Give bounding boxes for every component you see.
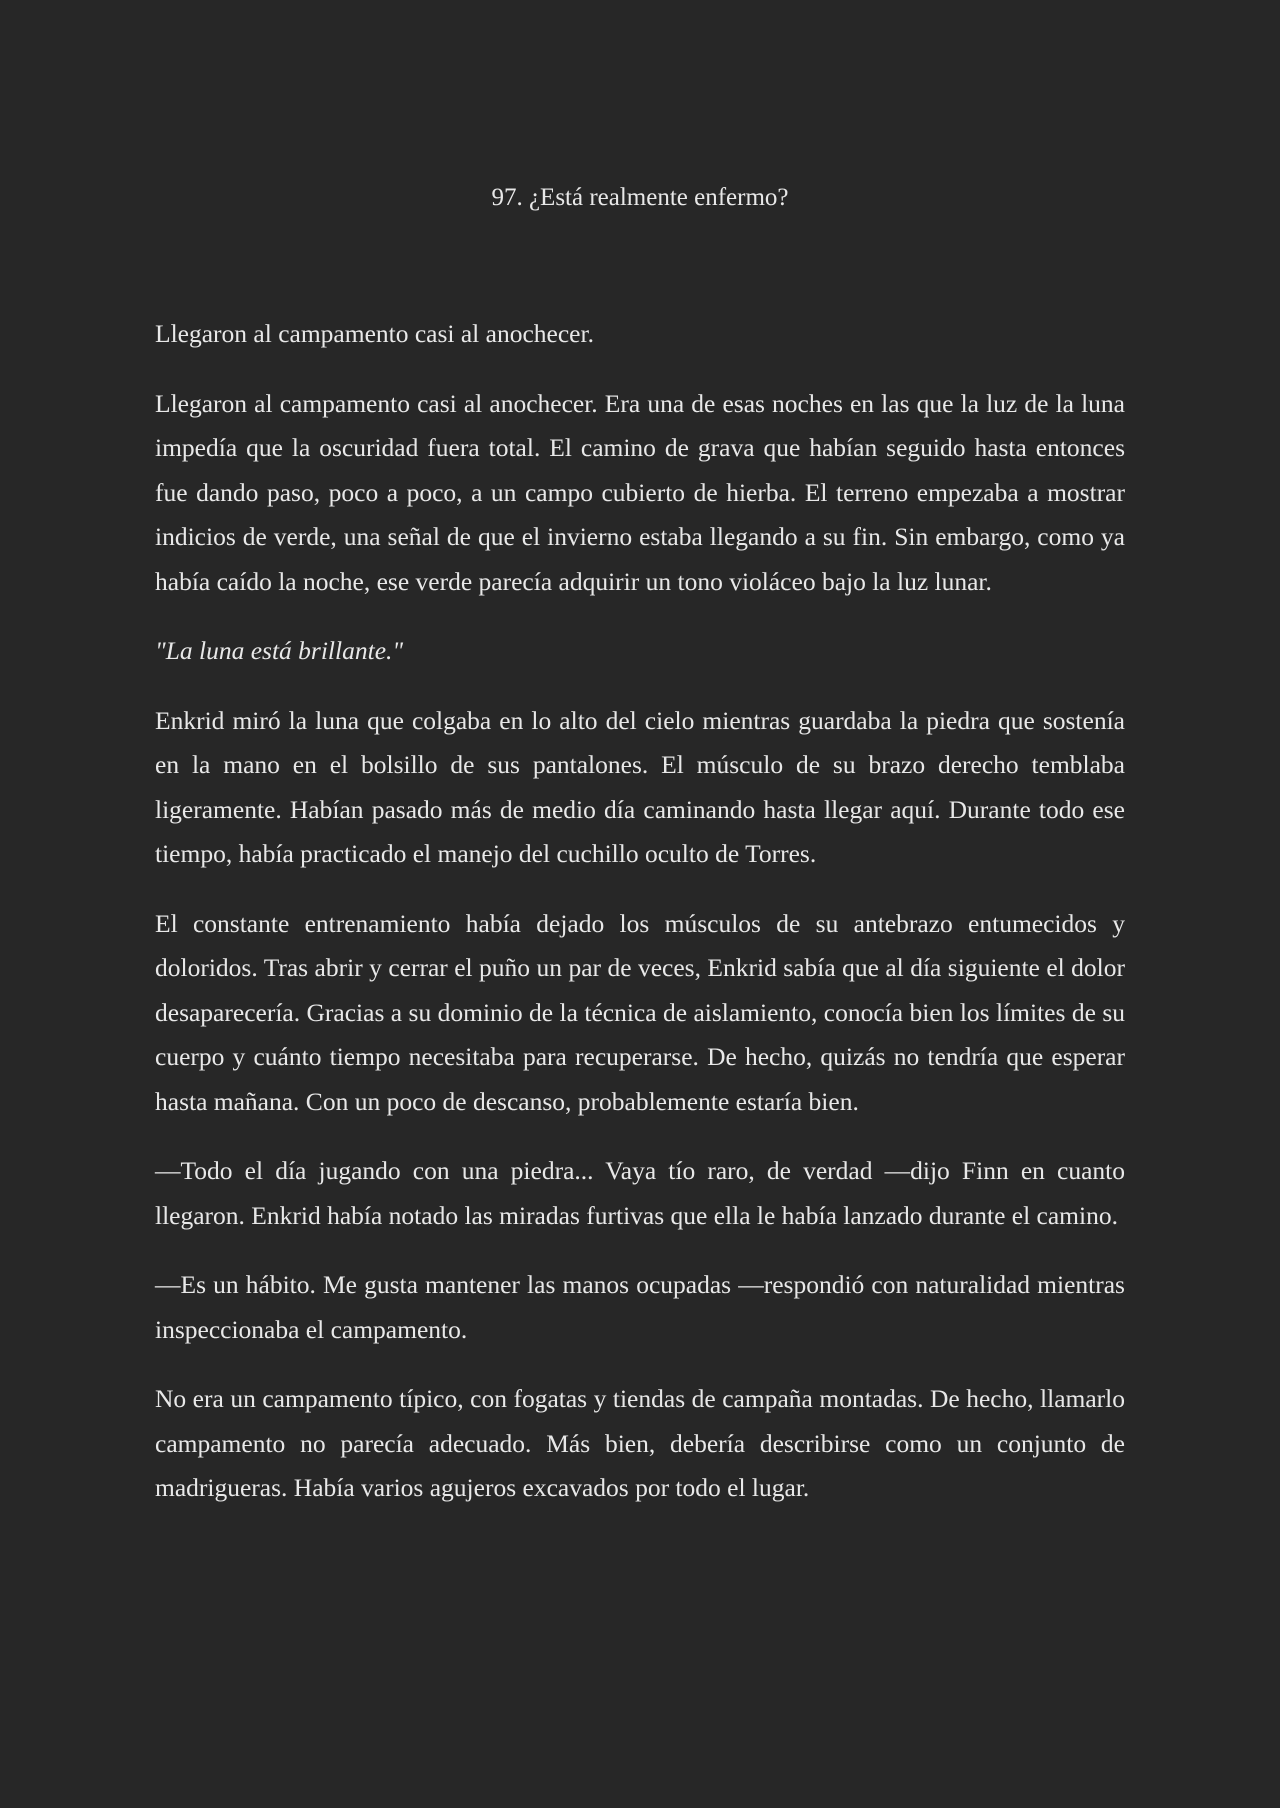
paragraph: —Es un hábito. Me gusta mantener las manos ocupadas —respondió con naturalidad mientras inspeccionaba el campamento. [155,1270,1125,1344]
paragraph: —Todo el día jugando con una piedra... Vaya tío raro, de verdad —dijo Finn en cuanto llegaron. Enkrid había notado las miradas furtivas que ella le había lanzado durante el camino. [155,1156,1125,1230]
paragraph: Llegaron al campamento casi al anochecer. Era una de esas noches en las que la luz de la luna impedía que la oscuridad fuera total. El camino de grava que habían seguido hasta entonces fue dando paso, poco a poco, a un campo cubierto de hierba. El terreno empezaba a mostrar indicios de verde, una señal de que el invierno estaba llegando a su fin. Sin embargo, como ya había caído la noche, ese verde parecía adquirir un tono violáceo bajo la luz lunar. [155,388,1125,596]
paragraph: Enkrid miró la luna que colgaba en lo alto del cielo mientras guardaba la piedra que sostenía en la mano en el bolsillo de sus pantalones. El músculo de su brazo derecho temblaba ligeramente. Habían pasado más de medio día caminando hasta llegar aquí. Durante todo ese tiempo, había practicado el manejo del cuchillo oculto de Torres. [155,705,1125,868]
paragraph: El constante entrenamiento había dejado los músculos de su antebrazo entumecidos y doloridos. Tras abrir y cerrar el puño un par de veces, Enkrid sabía que al día siguiente el dolor desaparecería. Gracias a su dominio de la técnica de aislamiento, conocía bien los límites de su cuerpo y cuánto tiempo necesitaba para recuperarse. De hecho, quizás no tendría que esperar hasta mañana. Con un poco de descanso, probablemente estaría bien. [155,908,1125,1116]
chapter-title: 97. ¿Está realmente enfermo? [491,184,789,211]
paragraph: Llegaron al campamento casi al anochecer. [155,319,594,348]
paragraph: No era un campamento típico, con fogatas y tiendas de campaña montadas. De hecho, llamarlo campamento no parecía adecuado. Más bien, debería describirse como un conjunto de madrigueras. Había varios agujeros excavados por todo el lugar. [155,1384,1125,1502]
paragraph-italic: "La luna está brillante." [155,636,404,665]
chapter-body [155,312,1125,1511]
